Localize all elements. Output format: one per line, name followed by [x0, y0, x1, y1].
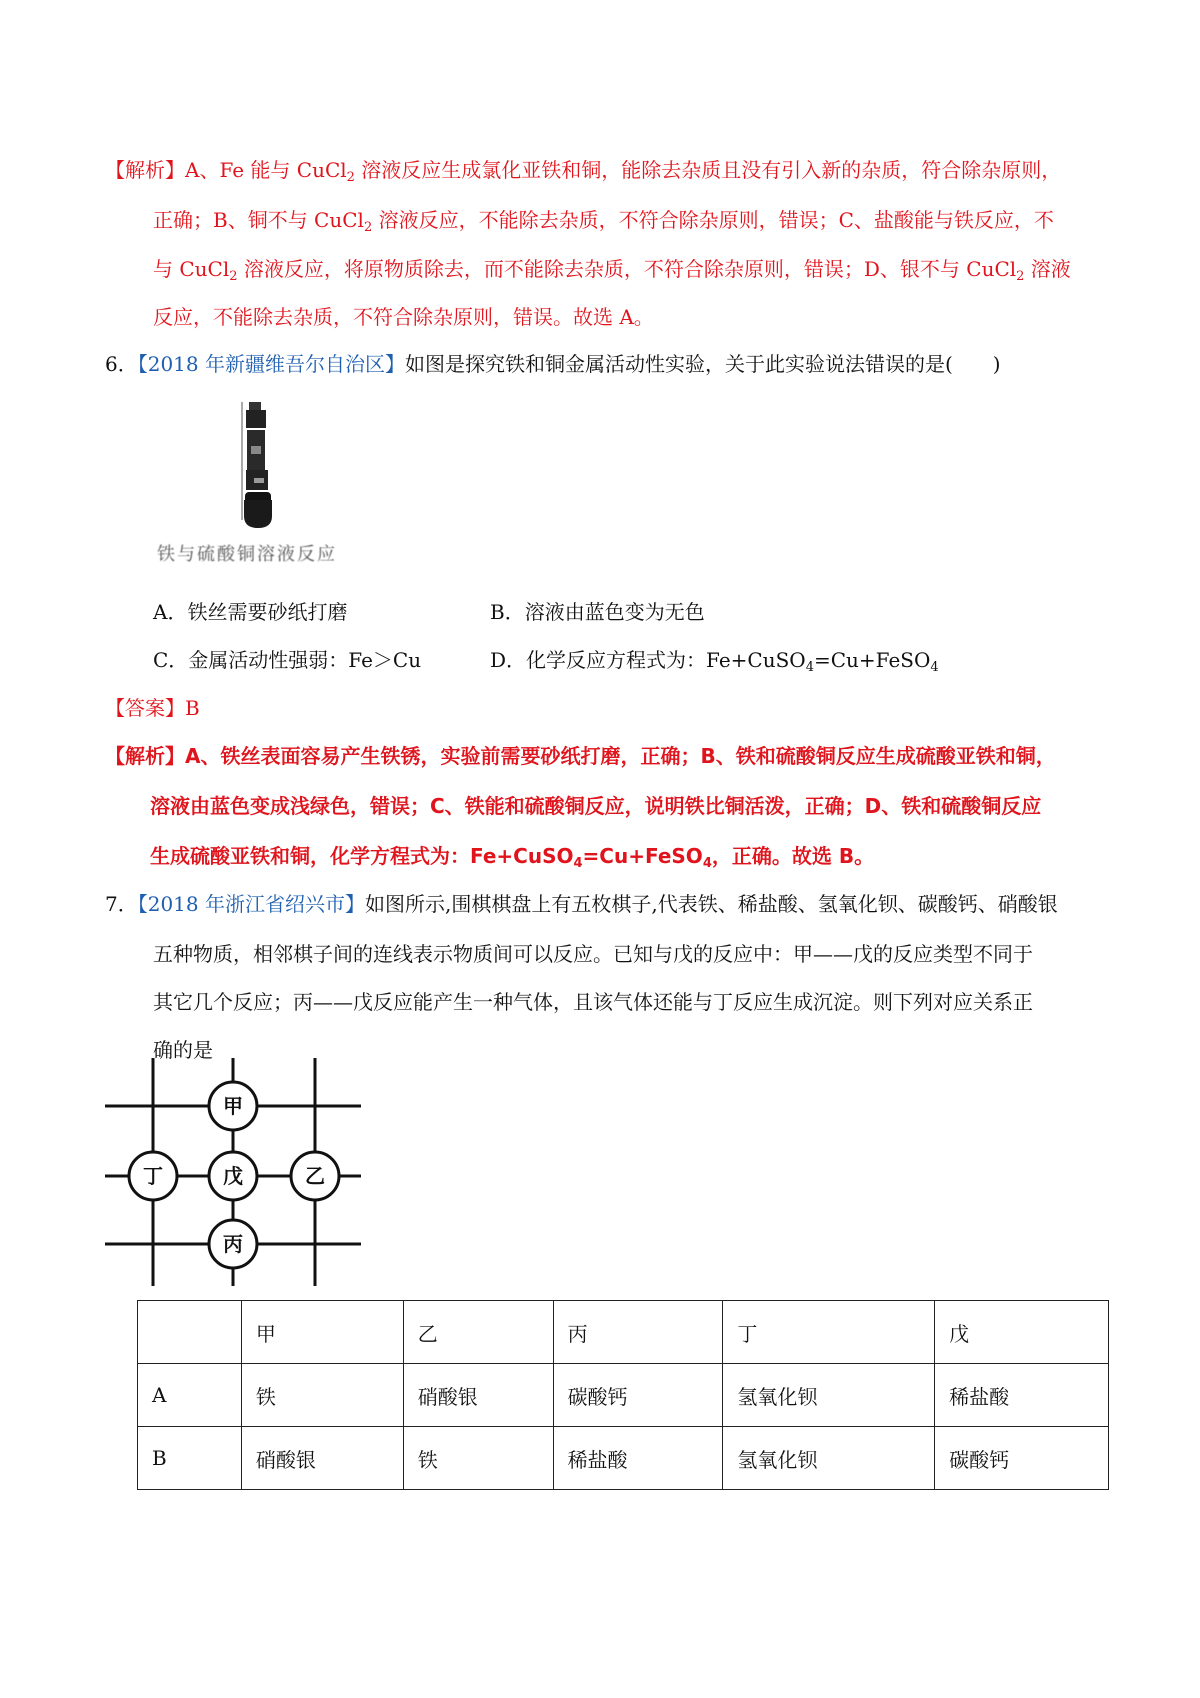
subscript: 4: [805, 660, 814, 675]
q6-analysis-line-1: [105, 742, 1056, 770]
table-cell: 硝酸银: [241, 1427, 403, 1490]
text: 正确；B、铜不与 CuCl: [153, 208, 364, 232]
q6-option-b: B．溶液由蓝色变为无色: [490, 600, 705, 624]
text: A、铁丝表面容易产生铁锈，实验前需要砂纸打磨，正确；B、铁和硫酸铜反应生成硫酸亚铁和铜，: [185, 744, 1056, 768]
piece-ding-label: 丁: [143, 1164, 163, 1188]
question-number: 7．: [105, 892, 138, 916]
q6-stem: [105, 350, 1001, 378]
table-cell: [138, 1301, 242, 1364]
table-cell: 碳酸钙: [935, 1427, 1109, 1490]
table-cell: 乙: [403, 1301, 553, 1364]
table-cell: 稀盐酸: [553, 1427, 723, 1490]
table-cell: 铁: [241, 1364, 403, 1427]
q6-option-d: [490, 646, 939, 674]
prev-analysis-line-2: [153, 206, 1054, 234]
subscript: 2: [363, 220, 373, 235]
table-cell: 碳酸钙: [553, 1364, 723, 1427]
prev-analysis-line-4: [153, 303, 654, 331]
text: 溶液反应，将原物质除去，而不能除去杂质，不符合除杂原则，错误；D、银不与 CuCl: [237, 257, 1017, 281]
question-source: 【2018 年浙江省绍兴市】: [137, 892, 365, 916]
text: =Cu+FeSO: [582, 844, 703, 868]
piece-yi-label: 乙: [305, 1164, 325, 1188]
question-stem: 如图所示,围棋棋盘上有五枚棋子,代表铁、稀盐酸、氢氧化钡、碳酸钙、硝酸银: [365, 892, 1058, 916]
subscript: 2: [229, 269, 238, 284]
q6-option-a: A．铁丝需要砂纸打磨: [153, 600, 348, 624]
table-cell: 丙: [553, 1301, 723, 1364]
q7-stem-line-4: 确的是: [153, 1038, 213, 1062]
q6-answer: 【答案】B: [105, 696, 200, 720]
piece-wu-label: 戊: [223, 1164, 243, 1188]
go-board-svg: [105, 1058, 365, 1286]
table-row: [138, 1427, 1109, 1490]
table-cell: 铁: [403, 1427, 553, 1490]
table-cell: 戊: [935, 1301, 1109, 1364]
prev-analysis-line-3: [153, 255, 1071, 283]
text: ，正确。故选 B。: [711, 844, 875, 868]
table-cell: 硝酸银: [403, 1364, 553, 1427]
figure-caption: 铁与硫酸铜溶液反应: [157, 544, 337, 565]
text: 与 CuCl: [153, 257, 230, 281]
subscript: 2: [346, 170, 355, 185]
q6-analysis-line-3: [150, 842, 874, 870]
go-board-diagram: [105, 1058, 365, 1290]
text: =Cu+FeSO: [813, 648, 931, 672]
question-stem: 如图是探究铁和铜金属活动性实验，关于此实验说法错误的是( ): [405, 352, 1001, 376]
table-cell: B: [138, 1427, 242, 1490]
question-number: 6．: [105, 352, 138, 376]
table-cell: 氢氧化钡: [723, 1364, 935, 1427]
q6-option-c: C．金属活动性强弱：Fe＞Cu: [153, 648, 422, 672]
analysis-tag: 【解析】: [105, 158, 185, 182]
subscript: 4: [702, 856, 712, 871]
table-cell: 丁: [723, 1301, 935, 1364]
table-cell: 稀盐酸: [935, 1364, 1109, 1427]
text: 溶液反应，不能除去杂质，不符合除杂原则，错误；C、盐酸能与铁反应，不: [372, 208, 1054, 232]
subscript: 4: [930, 660, 939, 675]
table-header-row: [138, 1301, 1109, 1364]
text: D．化学反应方程式为：Fe+CuSO: [490, 648, 806, 672]
table-cell: 甲: [241, 1301, 403, 1364]
options-table: [137, 1300, 1109, 1490]
q7-stem-line-2: 五种物质，相邻棋子间的连线表示物质间可以反应。已知与戊的反应中：甲——戊的反应类型不同于: [153, 942, 1033, 966]
q7-stem-line-3: 其它几个反应；丙——戊反应能产生一种气体，且该气体还能与丁反应生成沉淀。则下列对应关系正: [153, 990, 1033, 1014]
table-row: [138, 1364, 1109, 1427]
text: 生成硫酸亚铁和铜，化学方程式为：Fe+CuSO: [150, 844, 574, 868]
text: A、Fe 能与 CuCl: [185, 158, 347, 182]
subscript: 2: [1016, 269, 1025, 284]
subscript: 4: [573, 856, 583, 871]
table-cell: A: [138, 1364, 242, 1427]
analysis-tag: 【解析】: [105, 744, 185, 768]
piece-bing-label: 丙: [223, 1232, 243, 1256]
piece-jia-label: 甲: [223, 1094, 243, 1118]
table-cell: 氢氧化钡: [723, 1427, 935, 1490]
prev-analysis-line-1: [105, 156, 1061, 184]
q7-stem-line-1: [105, 890, 1058, 918]
question-source: 【2018 年新疆维吾尔自治区】: [137, 352, 405, 376]
text: 溶液: [1024, 257, 1071, 281]
q6-analysis-line-2: 溶液由蓝色变成浅绿色，错误；C、铁能和硫酸铜反应，说明铁比铜活泼，正确；D、铁和硫酸铜反应: [150, 794, 1042, 818]
text: 反应，不能除去杂质，不符合除杂原则，错误。故选 A。: [153, 305, 654, 329]
text: 溶液反应生成氯化亚铁和铜，能除去杂质且没有引入新的杂质，符合除杂原则，: [354, 158, 1062, 182]
